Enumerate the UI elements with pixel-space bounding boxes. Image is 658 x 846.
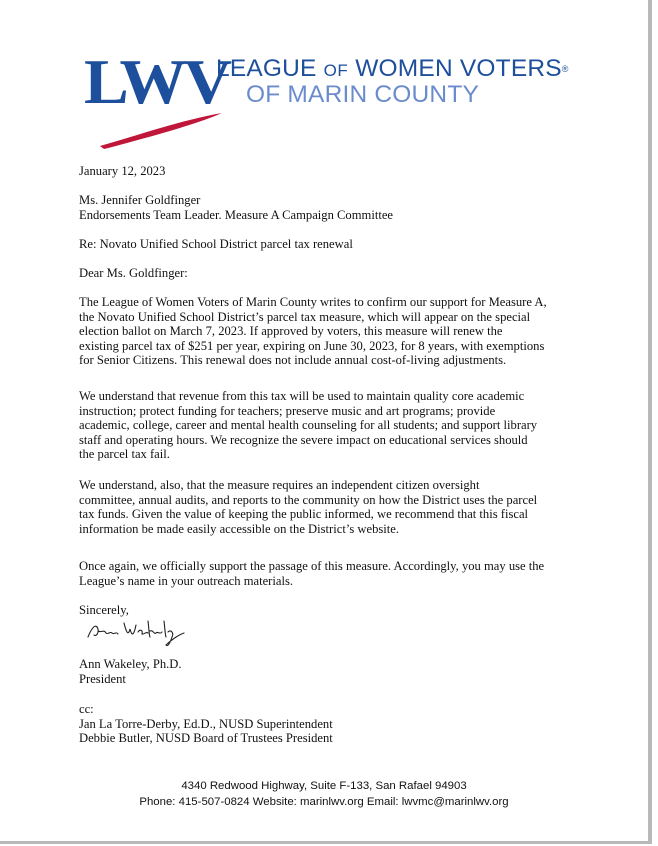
paragraph-line: instruction; protect funding for teachers; preserve music and art programs; provide <box>79 403 496 418</box>
paragraph-line: for Senior Citizens. This renewal does not include annual cost-of-living adjustments. <box>79 353 507 368</box>
letterhead <box>82 46 582 150</box>
recipient-name: Ms. Jennifer Goldfinger <box>79 193 201 207</box>
paragraph-3 <box>79 478 589 536</box>
letter-salutation: Dear Ms. Goldfinger: <box>79 266 188 280</box>
cc-item: Debbie Butler, NUSD Board of Trustees President <box>79 731 333 746</box>
recipient-block <box>79 193 589 222</box>
paragraph-line: existing parcel tax of $251 per year, expiring on June 30, 2023, for 8 years, with exemptions <box>79 338 545 353</box>
org-name-of: OF <box>323 61 349 80</box>
paragraph-line: information be made easily accessible on the District’s website. <box>79 521 399 536</box>
cc-item: Jan La Torre-Derby, Ed.D., NUSD Superintendent <box>79 716 333 731</box>
handwritten-signature <box>86 617 196 649</box>
org-name-line2: OF MARIN COUNTY <box>246 81 480 108</box>
paragraph-line: committee, annual audits, and reports to the community on how the District uses the parcel <box>79 492 538 507</box>
letter-date: January 12, 2023 <box>79 164 166 178</box>
cc-label: cc: <box>79 702 94 716</box>
paragraph-line: We understand that revenue from this tax will be used to maintain quality core academic <box>79 389 525 403</box>
paragraph-line: the Novato Unified School District’s parcel tax measure, which will appear on the special <box>79 309 531 324</box>
signer-block <box>79 657 589 686</box>
paragraph-line: The League of Women Voters of Marin County writes to confirm our support for Measure A, <box>79 295 547 309</box>
signer-title: President <box>79 671 126 686</box>
paragraph-2 <box>79 389 589 462</box>
paragraph-line: academic, college, career and mental health counseling for all students; and support library <box>79 418 538 433</box>
org-name-league: LEAGUE <box>216 55 324 82</box>
signer-name: Ann Wakeley, Ph.D. <box>79 657 182 671</box>
registered-mark: ® <box>561 64 569 74</box>
paragraph-line: League’s name in your outreach materials. <box>79 573 294 588</box>
footer-contact: Phone: 415-507-0824 Website: marinlwv.org Email: lwvmc@marinlwv.org <box>139 796 509 808</box>
footer-address: 4340 Redwood Highway, Suite F-133, San Rafael 94903 <box>181 780 467 792</box>
letter-subject: Re: Novato Unified School District parcel tax renewal <box>79 237 353 251</box>
paragraph-4 <box>79 559 589 588</box>
org-name-line1 <box>216 56 569 84</box>
paragraph-1 <box>79 295 589 368</box>
paragraph-line: We understand, also, that the measure requires an independent citizen oversight <box>79 478 480 492</box>
recipient-title: Endorsements Team Leader. Measure A Campaign Committee <box>79 207 393 222</box>
letter-closing: Sincerely, <box>79 603 129 617</box>
paragraph-line: the parcel tax fail. <box>79 447 170 462</box>
red-swoosh-shape <box>100 113 222 149</box>
paragraph-line: Once again, we officially support the passage of this measure. Accordingly, you may use the <box>79 559 545 573</box>
lwv-logo-text: LWV <box>84 46 229 117</box>
org-name-women-voters: WOMEN VOTERS <box>348 55 562 82</box>
paragraph-line: tax funds. Given the value of keeping the public informed, we recommend that this fiscal <box>79 507 529 522</box>
cc-block <box>79 702 589 746</box>
paragraph-line: election ballot on March 7, 2023. If approved by voters, this measure will renew the <box>79 324 503 339</box>
paragraph-line: staff and operating hours. We recognize the severe impact on educational services should <box>79 432 528 447</box>
